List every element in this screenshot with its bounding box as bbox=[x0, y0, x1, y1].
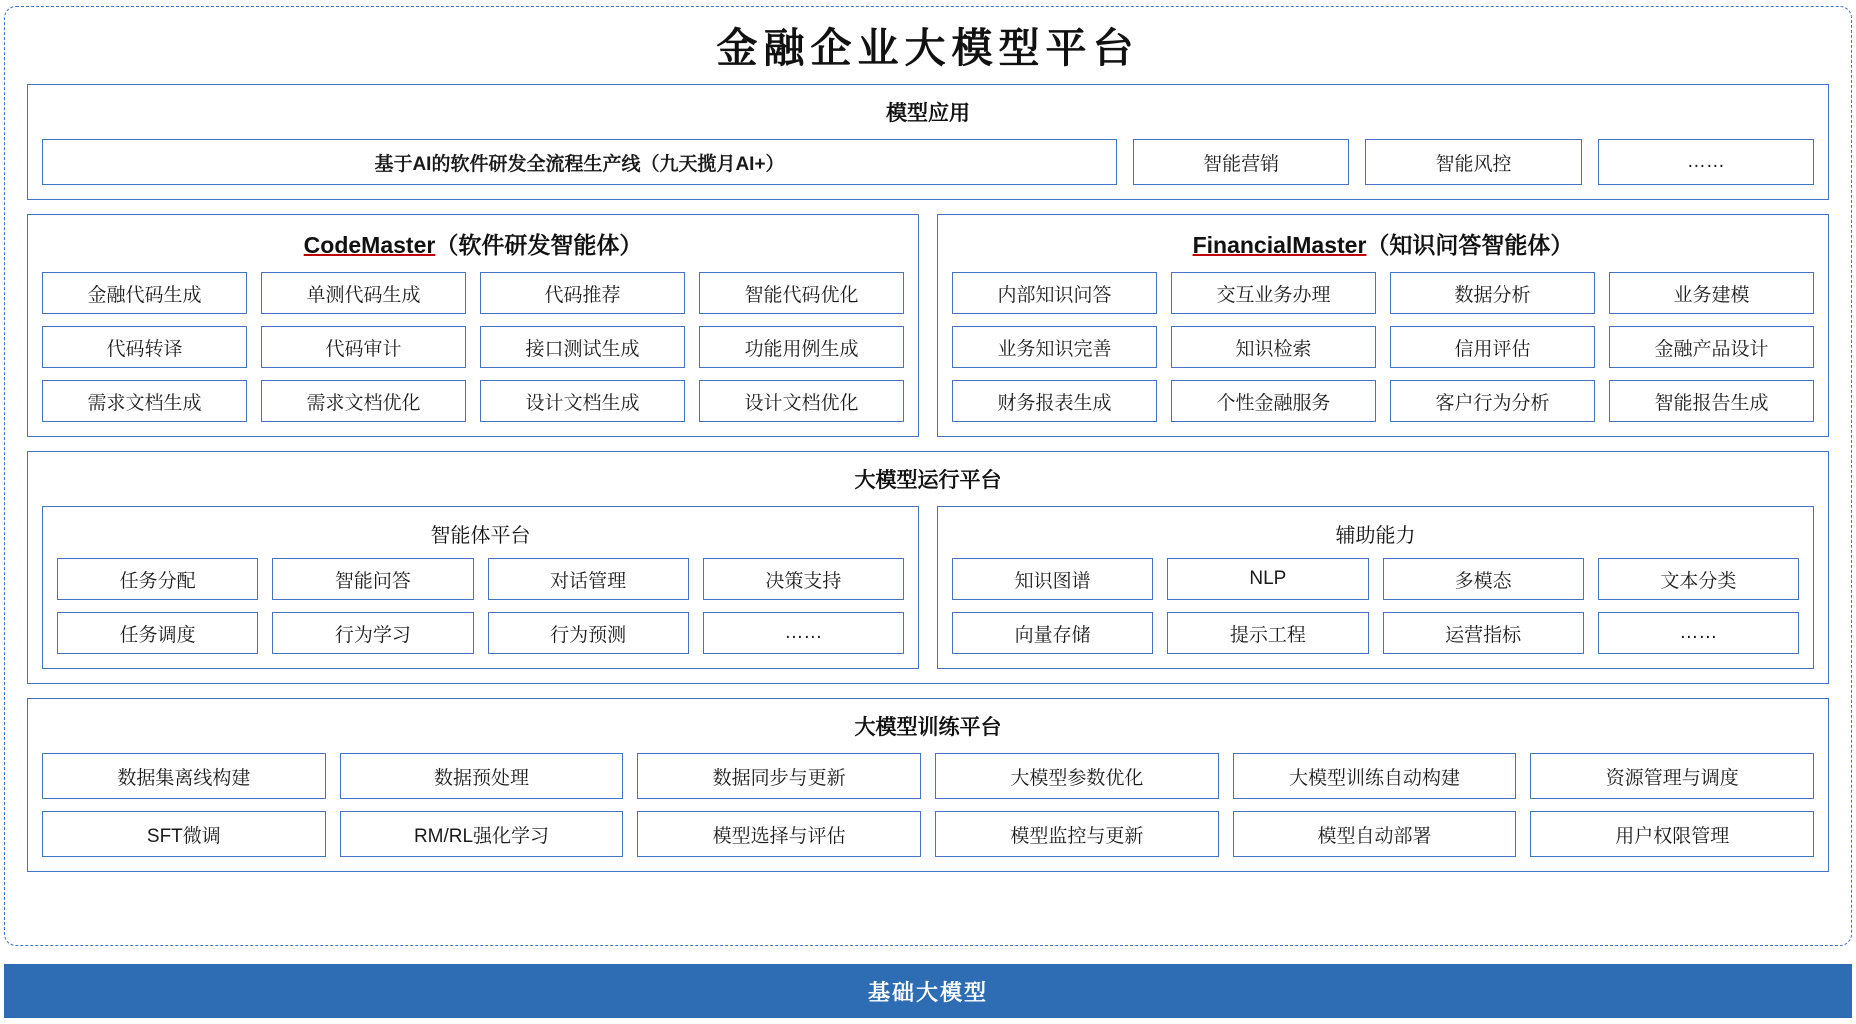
financial-master-row-2 bbox=[952, 326, 1814, 368]
aux-ability-row-1 bbox=[952, 558, 1799, 600]
code-master-item[interactable]: 代码审计 bbox=[261, 326, 466, 368]
runtime-inner bbox=[42, 506, 1814, 669]
code-master-title-cn: （软件研发智能体） bbox=[435, 232, 643, 259]
financial-master-item[interactable]: 信用评估 bbox=[1390, 326, 1595, 368]
financial-master-row-1 bbox=[952, 272, 1814, 314]
financial-master-item[interactable]: 金融产品设计 bbox=[1609, 326, 1814, 368]
financial-master-title bbox=[952, 227, 1814, 260]
code-master-item[interactable]: 设计文档生成 bbox=[480, 380, 685, 422]
application-item-riskcontrol[interactable]: 智能风控 bbox=[1365, 139, 1581, 185]
aux-ability-item-more[interactable]: …… bbox=[1598, 612, 1799, 654]
financial-master-title-en: FinancialMaster bbox=[1192, 232, 1367, 259]
training-item[interactable]: 大模型参数优化 bbox=[935, 753, 1219, 799]
code-master-title-en: CodeMaster bbox=[303, 232, 436, 259]
agent-platform-item-more[interactable]: …… bbox=[703, 612, 904, 654]
agent-platform-item[interactable]: 对话管理 bbox=[488, 558, 689, 600]
subsection-title-agent-platform: 智能体平台 bbox=[430, 525, 531, 548]
architecture-frame bbox=[4, 6, 1852, 946]
code-master-item[interactable]: 单测代码生成 bbox=[261, 272, 466, 314]
agent-platform-item[interactable]: 行为预测 bbox=[488, 612, 689, 654]
training-item[interactable]: 用户权限管理 bbox=[1530, 811, 1814, 857]
training-item[interactable]: 数据同步与更新 bbox=[637, 753, 921, 799]
training-item[interactable]: 模型选择与评估 bbox=[637, 811, 921, 857]
code-master-item[interactable]: 设计文档优化 bbox=[699, 380, 904, 422]
masters-container bbox=[27, 214, 1829, 437]
agent-platform-item[interactable]: 任务调度 bbox=[57, 612, 258, 654]
training-item[interactable]: RM/RL强化学习 bbox=[340, 811, 624, 857]
training-item[interactable]: 资源管理与调度 bbox=[1530, 753, 1814, 799]
aux-ability-item[interactable]: NLP bbox=[1167, 558, 1368, 600]
aux-ability-item[interactable]: 文本分类 bbox=[1598, 558, 1799, 600]
financial-master-row-3 bbox=[952, 380, 1814, 422]
financial-master-item[interactable]: 财务报表生成 bbox=[952, 380, 1157, 422]
code-master-item[interactable]: 需求文档优化 bbox=[261, 380, 466, 422]
training-row-1 bbox=[42, 753, 1814, 799]
application-item-pipeline[interactable]: 基于AI的软件研发全流程生产线（九天揽月AI+） bbox=[42, 139, 1117, 185]
code-master-item[interactable]: 功能用例生成 bbox=[699, 326, 904, 368]
section-financial-master bbox=[937, 214, 1829, 437]
code-master-item[interactable]: 需求文档生成 bbox=[42, 380, 247, 422]
code-master-title bbox=[42, 227, 904, 260]
code-master-item[interactable]: 代码转译 bbox=[42, 326, 247, 368]
section-title-applications: 模型应用 bbox=[886, 102, 970, 126]
agent-platform-item[interactable]: 任务分配 bbox=[57, 558, 258, 600]
aux-ability-item[interactable]: 运营指标 bbox=[1383, 612, 1584, 654]
training-item[interactable]: 模型自动部署 bbox=[1233, 811, 1517, 857]
agent-platform-item[interactable]: 智能问答 bbox=[272, 558, 473, 600]
page-title: 金融企业大模型平台 bbox=[716, 25, 1140, 71]
code-master-row-2 bbox=[42, 326, 904, 368]
applications-row bbox=[42, 139, 1814, 185]
financial-master-item[interactable]: 智能报告生成 bbox=[1609, 380, 1814, 422]
aux-ability-item[interactable]: 多模态 bbox=[1383, 558, 1584, 600]
code-master-item[interactable]: 接口测试生成 bbox=[480, 326, 685, 368]
training-item[interactable]: 大模型训练自动构建 bbox=[1233, 753, 1517, 799]
financial-master-item[interactable]: 客户行为分析 bbox=[1390, 380, 1595, 422]
training-item[interactable]: 数据集离线构建 bbox=[42, 753, 326, 799]
financial-master-item[interactable]: 数据分析 bbox=[1390, 272, 1595, 314]
aux-ability-item[interactable]: 知识图谱 bbox=[952, 558, 1153, 600]
financial-master-item[interactable]: 知识检索 bbox=[1171, 326, 1376, 368]
subsection-title-aux-ability: 辅助能力 bbox=[1335, 525, 1416, 548]
training-item[interactable]: 模型监控与更新 bbox=[935, 811, 1219, 857]
section-code-master bbox=[27, 214, 919, 437]
section-runtime-platform bbox=[27, 451, 1829, 684]
section-applications bbox=[27, 84, 1829, 200]
financial-master-item[interactable]: 交互业务办理 bbox=[1171, 272, 1376, 314]
financial-master-item[interactable]: 个性金融服务 bbox=[1171, 380, 1376, 422]
financial-master-title-cn: （知识问答智能体） bbox=[1366, 232, 1574, 259]
code-master-item[interactable]: 智能代码优化 bbox=[699, 272, 904, 314]
agent-platform-item[interactable]: 决策支持 bbox=[703, 558, 904, 600]
code-master-row-1 bbox=[42, 272, 904, 314]
training-item[interactable]: 数据预处理 bbox=[340, 753, 624, 799]
financial-master-item[interactable]: 业务建模 bbox=[1609, 272, 1814, 314]
aux-ability-row-2 bbox=[952, 612, 1799, 654]
subsection-agent-platform bbox=[42, 506, 919, 669]
application-item-more[interactable]: …… bbox=[1598, 139, 1814, 185]
aux-ability-item[interactable]: 提示工程 bbox=[1167, 612, 1368, 654]
training-item[interactable]: SFT微调 bbox=[42, 811, 326, 857]
training-row-2 bbox=[42, 811, 1814, 857]
code-master-item[interactable]: 代码推荐 bbox=[480, 272, 685, 314]
aux-ability-item[interactable]: 向量存储 bbox=[952, 612, 1153, 654]
foundation-model-bar: 基础大模型 bbox=[4, 964, 1852, 1018]
agent-platform-row-2 bbox=[57, 612, 904, 654]
code-master-item[interactable]: 金融代码生成 bbox=[42, 272, 247, 314]
section-training-platform bbox=[27, 698, 1829, 872]
agent-platform-item[interactable]: 行为学习 bbox=[272, 612, 473, 654]
agent-platform-row-1 bbox=[57, 558, 904, 600]
financial-master-item[interactable]: 内部知识问答 bbox=[952, 272, 1157, 314]
application-item-marketing[interactable]: 智能营销 bbox=[1133, 139, 1349, 185]
financial-master-item[interactable]: 业务知识完善 bbox=[952, 326, 1157, 368]
section-title-runtime: 大模型运行平台 bbox=[854, 469, 1002, 493]
subsection-aux-ability bbox=[937, 506, 1814, 669]
section-title-training: 大模型训练平台 bbox=[854, 716, 1002, 740]
code-master-row-3 bbox=[42, 380, 904, 422]
